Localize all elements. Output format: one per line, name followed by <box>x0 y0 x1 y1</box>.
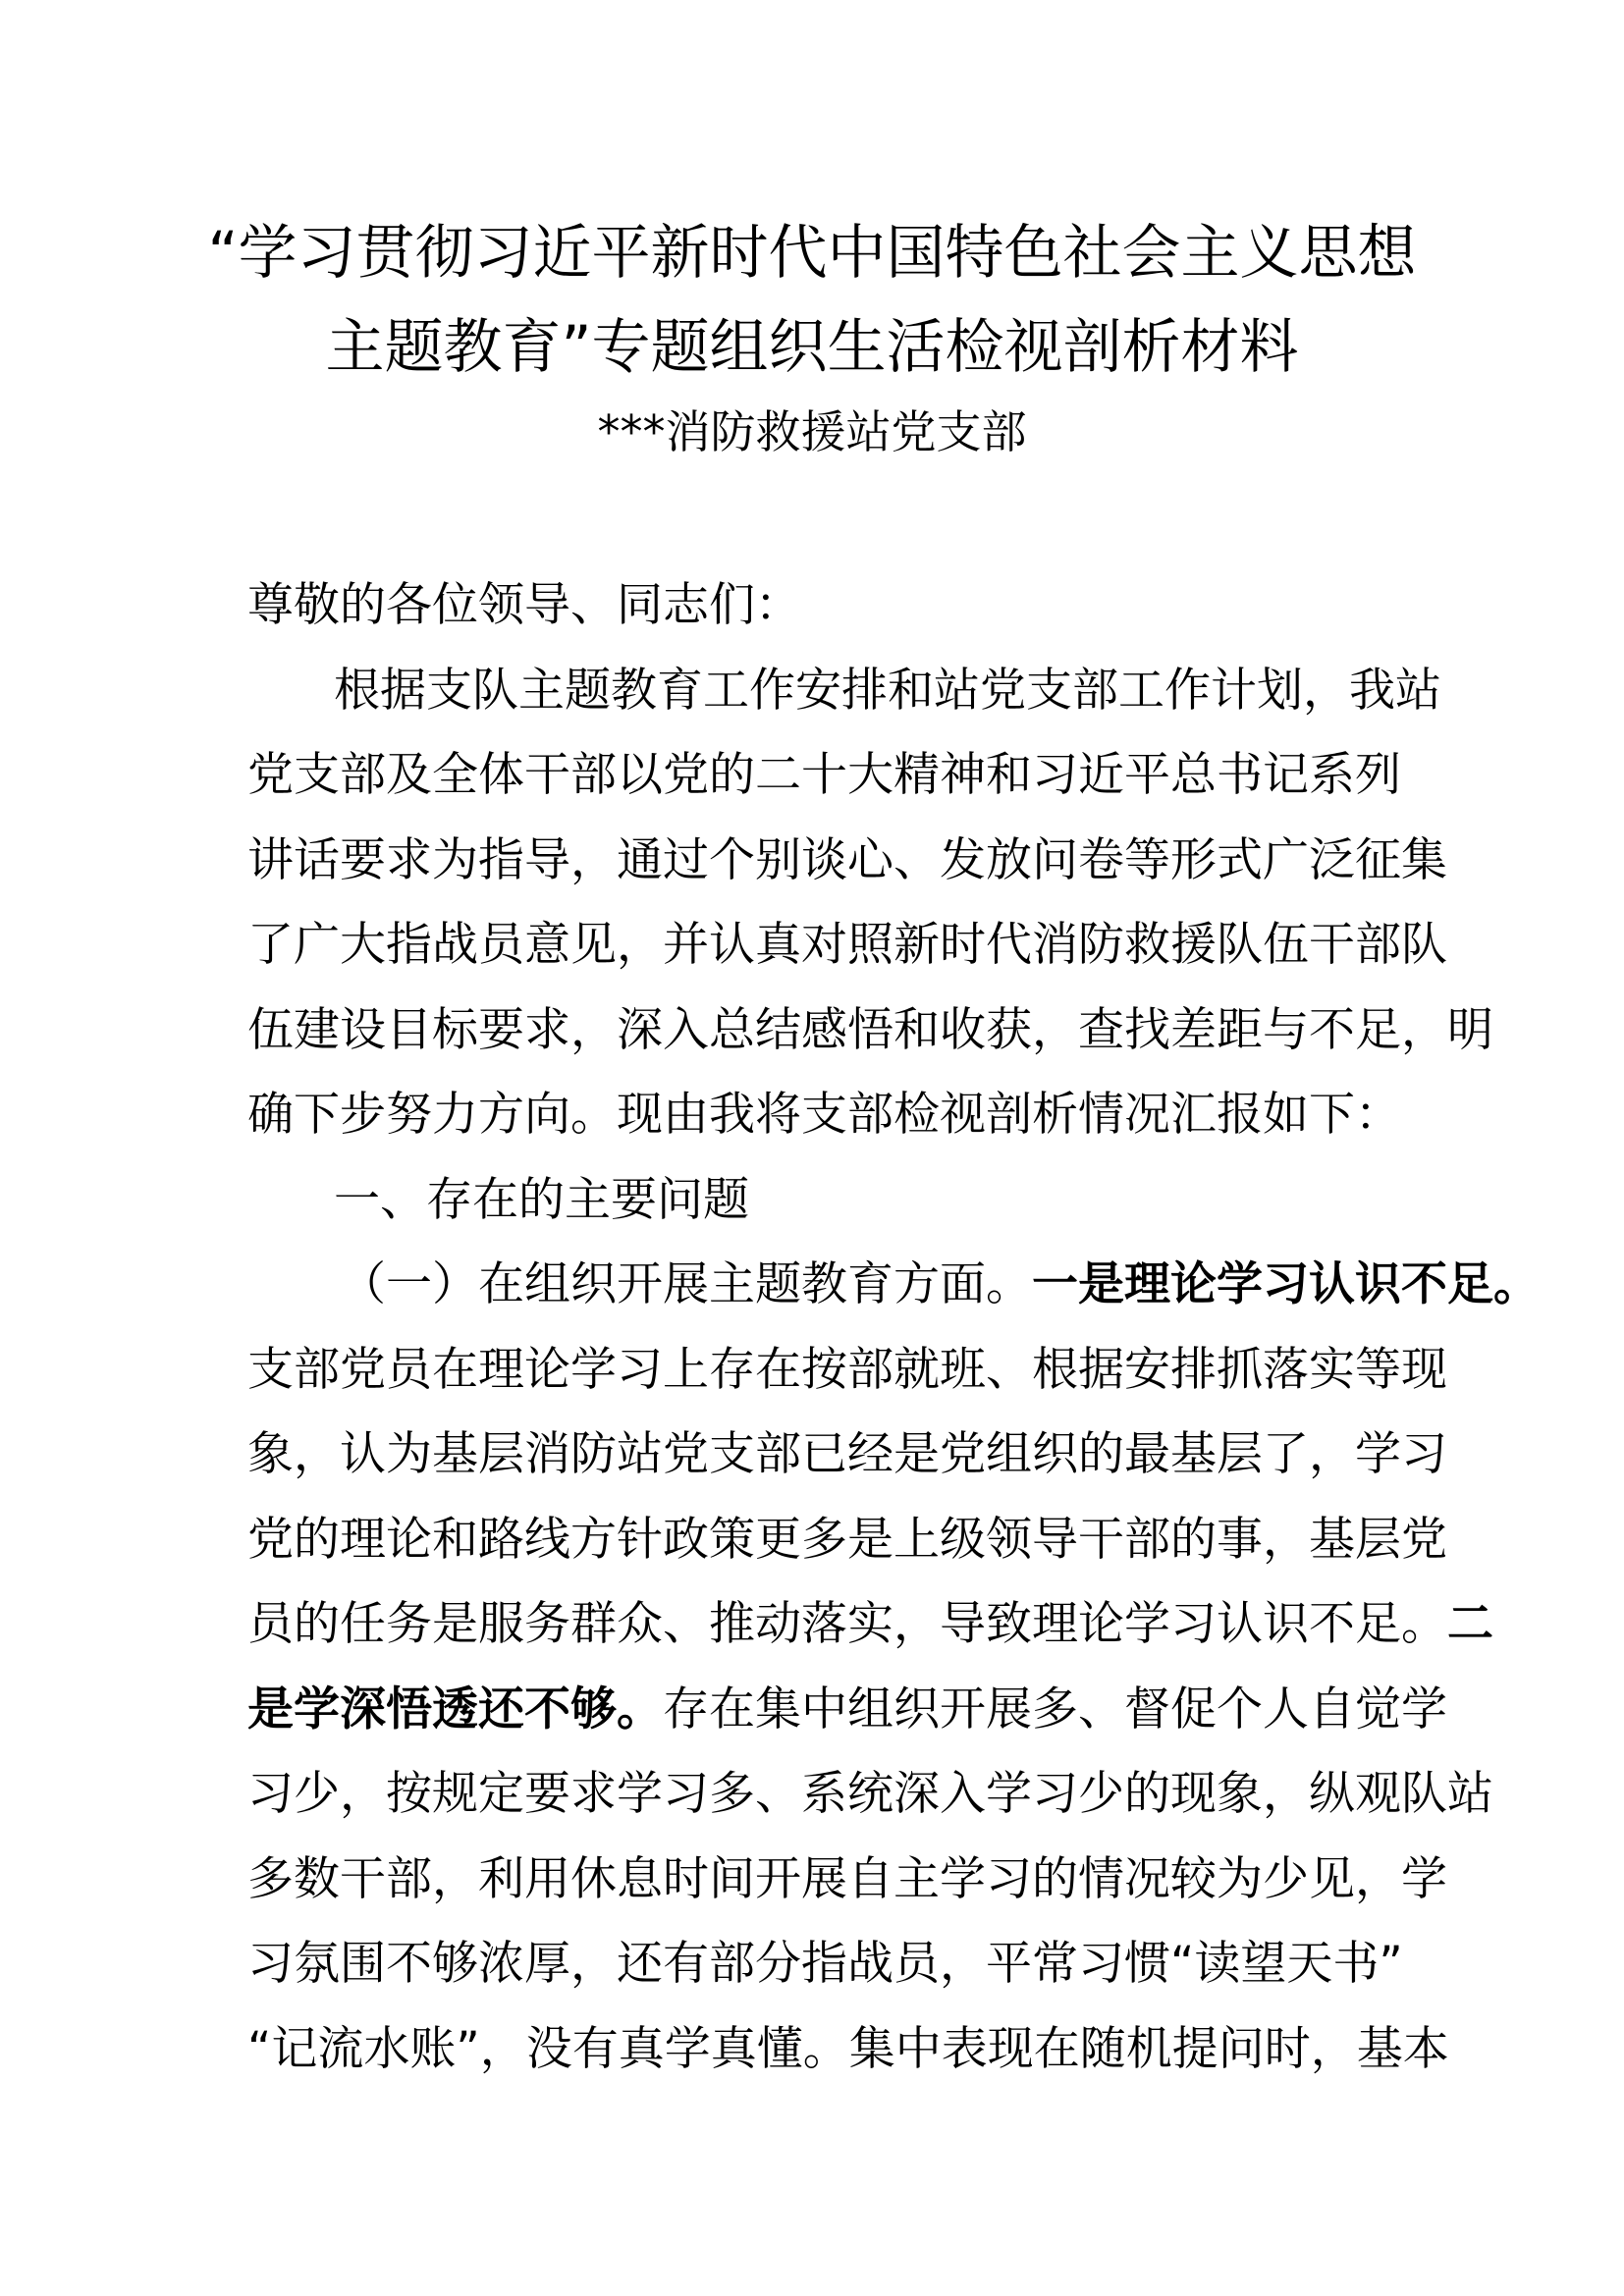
paragraph-line: 伍建设目标要求，深入总结感悟和收获，查找差距与不足，明 <box>247 1003 1493 1057</box>
paragraph-line: 党支部及全体干部以党的二十大精神和习近平总书记系列 <box>247 748 1401 802</box>
paragraph-line: 了广大指战员意见，并认真对照新时代消防救援队伍干部队 <box>247 918 1447 972</box>
paragraph-line: 多数干部，利用休息时间开展自主学习的情况较为少见，学 <box>247 1852 1447 1906</box>
subsection-heading: （一）在组织开展主题教育方面。 <box>340 1257 1032 1311</box>
paragraph-line: 党的理论和路线方针政策更多是上级领导干部的事，基层党 <box>247 1513 1447 1567</box>
paragraph-line: 根据支队主题教育工作安排和站党支部工作计划，我站 <box>334 664 1441 718</box>
paragraph-line: 习少，按规定要求学习多、系统深入学习少的现象，纵观队站 <box>247 1767 1493 1821</box>
paragraph-line: 确下步努力方向。现由我将支部检视剖析情况汇报如下： <box>247 1088 1401 1142</box>
subsection-lead-line <box>340 1255 1540 1314</box>
point-title: 一是理论学习认识不足。 <box>1032 1257 1540 1311</box>
paragraph-line <box>247 1595 1493 1654</box>
paragraph-line: 习氛围不够浓厚，还有部分指战员，平常习惯“读望天书” <box>247 1937 1403 1991</box>
document-organization: ***消防救援站党支部 <box>597 405 1027 458</box>
paragraph-text: 存在集中组织开展多、督促个人自觉学 <box>663 1682 1447 1736</box>
paragraph-line <box>247 1681 1447 1739</box>
greeting: 尊敬的各位领导、同志们： <box>247 578 801 632</box>
paragraph-line: “记流水账”，没有真学真懂。集中表现在随机提问时，基本 <box>247 2022 1449 2076</box>
point-title: 是学深悟透还不够。 <box>247 1682 663 1736</box>
paragraph-line: 象，认为基层消防站党支部已经是党组织的最基层了，学习 <box>247 1427 1447 1481</box>
paragraph-text: 员的任务是服务群众、推动落实，导致理论学习认识不足。 <box>247 1597 1447 1651</box>
section-heading: 一、存在的主要问题 <box>334 1173 749 1227</box>
document-title-line-2: 主题教育”专题组织生活检视剖析材料 <box>325 313 1299 382</box>
paragraph-line: 支部党员在理论学习上存在按部就班、根据安排抓落实等现 <box>247 1343 1447 1397</box>
point-title: 二 <box>1447 1597 1493 1651</box>
document-title-line-1: “学习贯彻习近平新时代中国特色社会主义思想 <box>207 219 1417 288</box>
paragraph-line: 讲话要求为指导，通过个别谈心、发放问卷等形式广泛征集 <box>247 833 1447 887</box>
